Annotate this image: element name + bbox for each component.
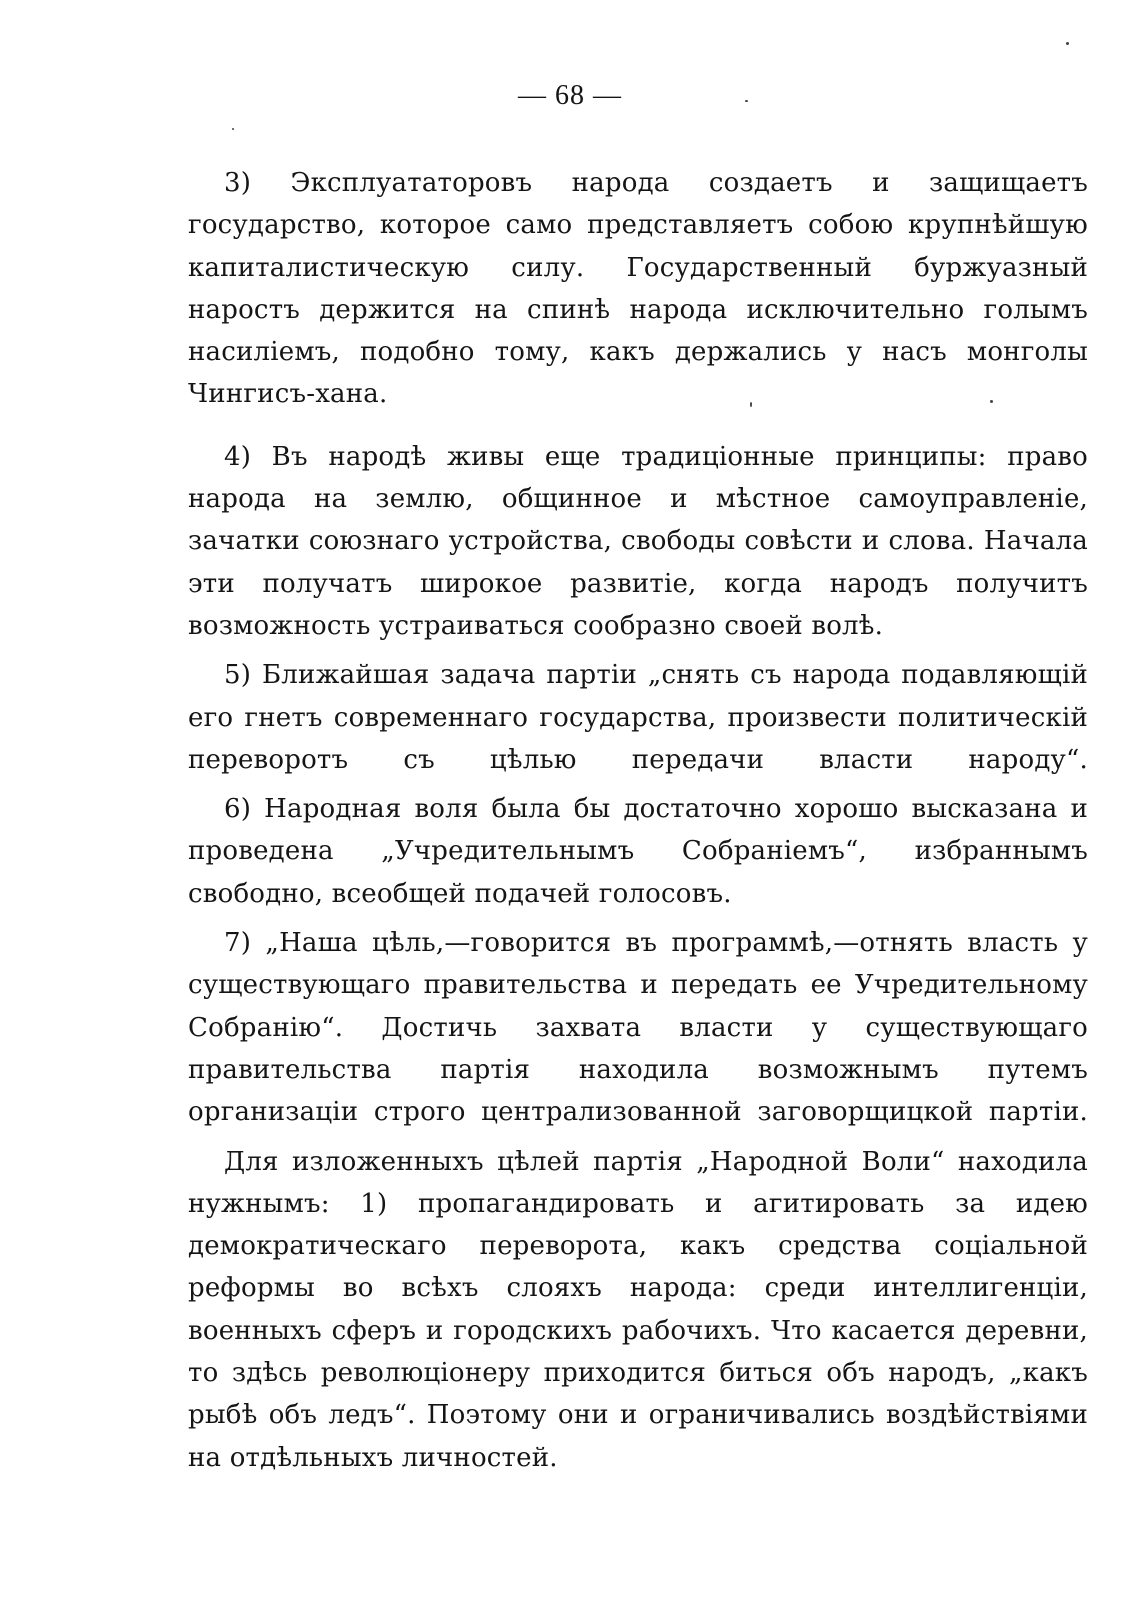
paragraph-point-6: 6) Народная воля была бы достаточно хорошо высказана и проведена „Учредительнымъ Собраніемъ“, избраннымъ свободно, всеобщей подачей голосовъ. <box>188 794 1088 909</box>
paragraph-point-5: 5) Ближайшая задача партіи „снять съ народа подавляющій его гнетъ современнаго государства, произвести политическій переворотъ съ цѣлью передачи власти народу“. <box>188 660 1088 775</box>
paragraph-point-3: 3) Эксплуататоровъ народа создаетъ и защищаетъ государство, которое само представляетъ собою крупнѣйшую капиталистическую силу. Государственный буржуазный наростъ держится на спинѣ народа исключительно голымъ насиліемъ, подобно тому, какъ держались у насъ монголы Чингисъ-хана. <box>188 168 1088 410</box>
scan-speck <box>232 128 234 130</box>
scan-speck <box>990 400 993 403</box>
paragraph-goals: Для изложенныхъ цѣлей партія „Народной Воли“ находила нужнымъ: 1) пропагандировать и агитировать за идею демократическаго переворота, какъ средства соціальной реформы во всѣхъ слояхъ народа: среди интеллигенціи, военныхъ сферъ и городскихъ рабочихъ. Что касается деревни, то здѣсь революціонеру приходится биться объ народъ, „какъ рыбѣ объ ледъ“. Поэтому они и ограничивались воздѣйствіями на отдѣльныхъ личностей. <box>188 1146 1088 1473</box>
scan-speck <box>1066 42 1069 45</box>
scan-speck <box>745 100 748 102</box>
paragraph-point-7: 7) „Наша цѣль,—говорится въ программѣ,—отнять власть у существующаго правительства и передать ее Учредительному Собранію“. Достичь захвата власти у существующаго правительства партія находила возможнымъ путемъ организаціи строго централизованной заговорщицкой партіи. <box>188 928 1088 1128</box>
paragraph-point-4: 4) Въ народѣ живы еще традиціонные принципы: право народа на землю, общинное и мѣстное самоуправленіе, зачатки союзнаго устройства, свободы совѣсти и слова. Начала эти получатъ широкое развитіе, когда народъ получитъ возможность устраиваться сообразно своей волѣ. <box>188 441 1088 641</box>
page-number: — 68 — <box>518 80 622 111</box>
scan-speck <box>750 402 752 407</box>
body-text <box>188 162 1088 1479</box>
